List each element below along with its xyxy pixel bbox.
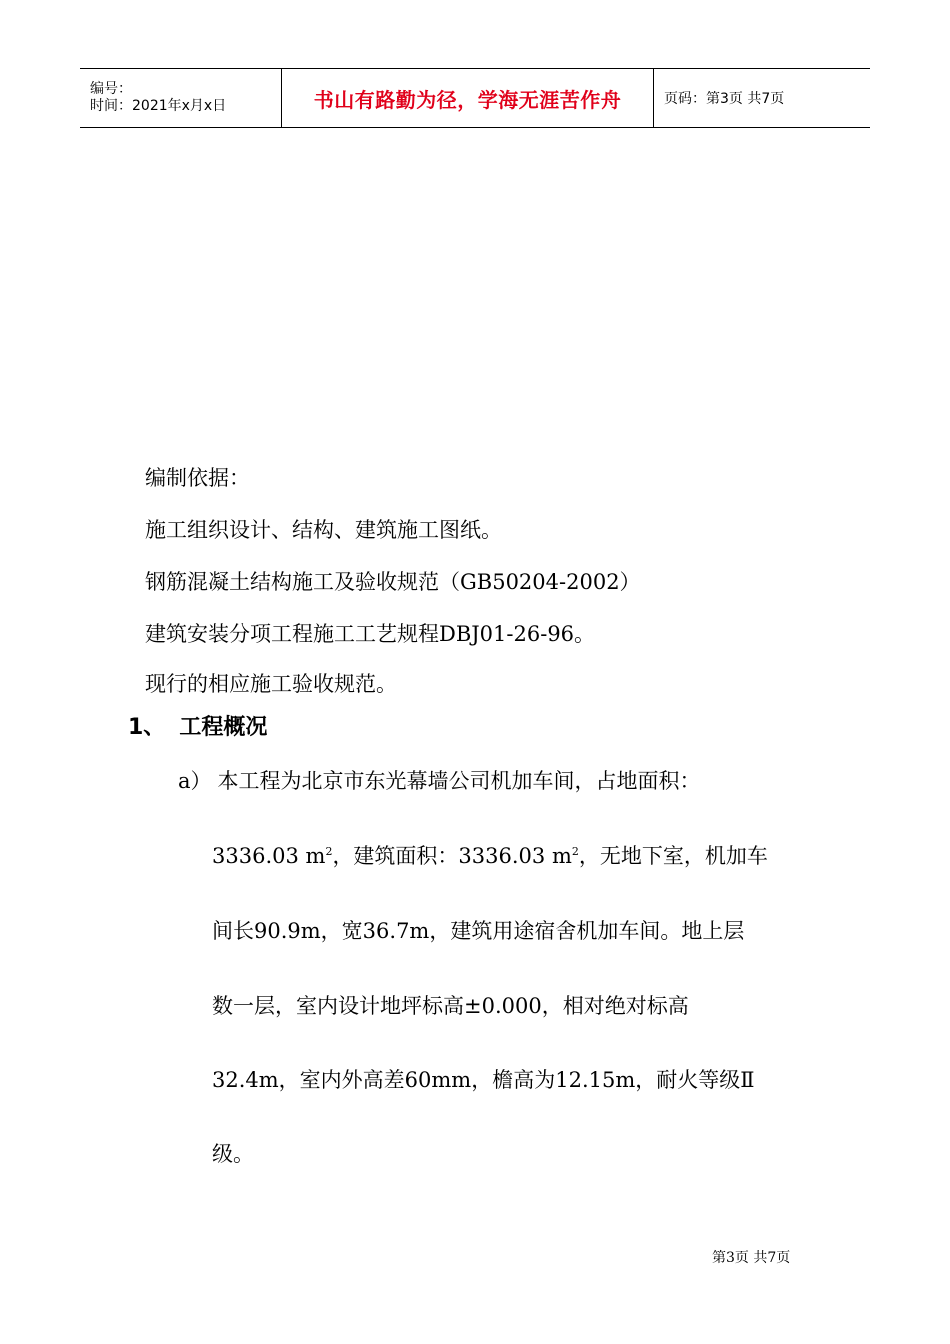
overview-text: ，无地下室，机加车	[578, 844, 768, 868]
motto-text: 书山有路勤为径，学海无涯苦作舟	[313, 87, 622, 112]
overview-line-2	[212, 840, 768, 870]
basis-item: 钢筋混凝土结构施工及验收规范（GB50204-2002）	[145, 570, 641, 594]
document-time: 时间：2021年x月x日	[90, 98, 227, 114]
list-marker: a）	[178, 769, 212, 793]
superscript: 2	[571, 845, 579, 858]
header-page-number: 页码：第3页 共7页	[664, 91, 785, 107]
overview-line-6: 级。	[212, 1142, 254, 1166]
overview-text: 3336.03 m	[212, 844, 326, 868]
basis-item: 现行的相应施工验收规范。	[145, 672, 397, 696]
basis-item: 建筑安装分项工程施工工艺规程DBJ01-26-96。	[145, 622, 596, 646]
overview-line-1	[178, 765, 701, 795]
superscript: 2	[325, 845, 333, 858]
document-number-label: 编号：	[90, 81, 132, 97]
page-footer: 第3页 共7页	[712, 1250, 791, 1266]
header-meta	[80, 69, 282, 127]
overview-text: 本工程为北京市东光幕墙公司机加车间，占地面积：	[217, 769, 701, 793]
overview-text: ，建筑面积：3336.03 m	[332, 844, 572, 868]
overview-line-5: 32.4m，室内外高差60mm，檐高为12.15m，耐火等级Ⅱ	[212, 1068, 755, 1092]
basis-title: 编制依据：	[145, 466, 250, 490]
overview-line-3: 间长90.9m，宽36.7m，建筑用途宿舍机加车间。地上层	[212, 919, 745, 943]
basis-item: 施工组织设计、结构、建筑施工图纸。	[145, 518, 502, 542]
header-page-info	[654, 69, 870, 127]
header-motto	[282, 69, 654, 127]
section-heading	[128, 710, 267, 741]
page-header	[80, 68, 870, 128]
section-title: 工程概况	[179, 715, 268, 740]
section-number: 1、	[128, 715, 166, 740]
overview-line-4: 数一层，室内设计地坪标高±0.000，相对绝对标高	[212, 994, 689, 1018]
